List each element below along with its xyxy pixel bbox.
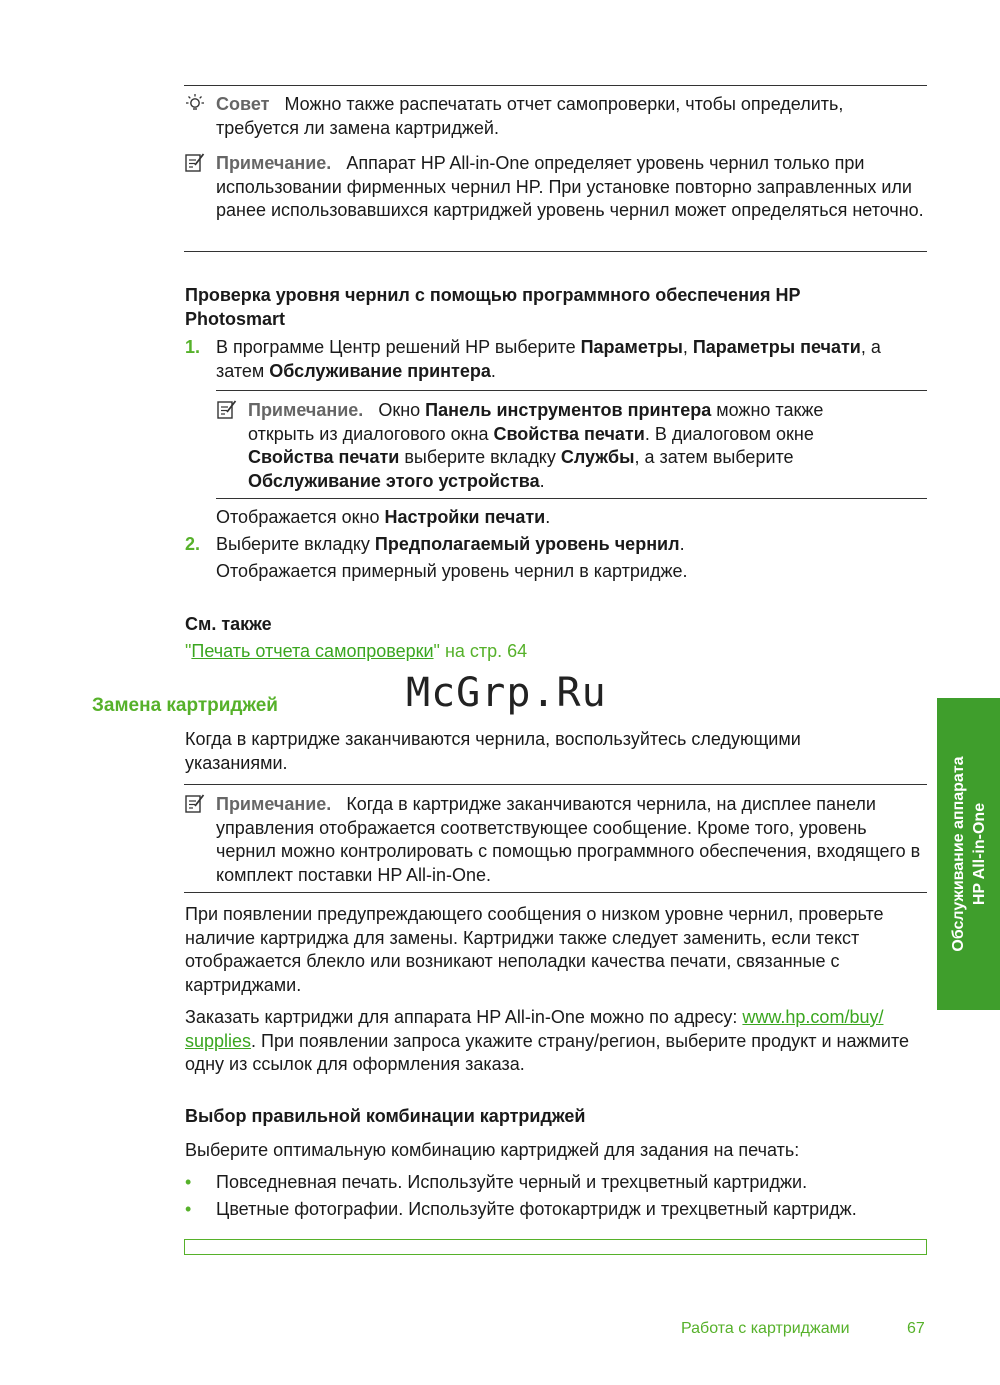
note3-label: Примечание. [216, 794, 332, 814]
note2-label: Примечание. [248, 400, 364, 420]
note-icon [184, 793, 206, 815]
step2-number: 2. [185, 534, 201, 554]
tip-text: Можно также распечатать отчет самопроверки, чтобы определить, требуется ли замена картриджей. [216, 94, 844, 138]
menu-parameters: Параметры [580, 337, 683, 357]
note2-block: Примечание. Окно Панель инструментов принтера можно также открыть из диалогового окна Свойства печати. В диалоговом окне Свойства печати выберите вкладку Службы, а затем выберите Обслуживание этого устройства. [248, 400, 824, 491]
note2-bottom-rule [216, 498, 927, 499]
step1-text: В программе Центр решений HP выберите Параметры, Параметры печати, а затем Обслуживание принтера. [216, 337, 881, 381]
section3-intro: Выберите оптимальную комбинацию картриджей для задания на печать: [185, 1140, 800, 1160]
see-also-heading: См. также [185, 614, 272, 634]
note3-top-rule [184, 784, 927, 785]
after-note-text: Отображается окно Настройки печати. [216, 507, 551, 527]
step2-result: Отображается примерный уровень чернил в картридже. [216, 561, 688, 581]
empty-table-box [184, 1239, 927, 1255]
note-icon [184, 152, 206, 174]
note3-block [216, 793, 928, 887]
note1-block [216, 152, 928, 223]
section2-intro: Когда в картридже заканчиваются чернила, воспользуйтесь следующими указаниями. [185, 729, 801, 773]
section2-para2: Заказать картриджи для аппарата HP All-in-One можно по адресу: www.hp.com/buy/ supplies. При появлении запроса укажите страну/регион, выберите продукт и нажмите одну из ссылок для оформления заказа. [185, 1007, 910, 1074]
bullet-marker: • [185, 1199, 192, 1219]
section3-heading: Выбор правильной комбинации картриджей [185, 1106, 586, 1126]
tip-label: Совет [216, 94, 270, 114]
note2-top-rule [216, 390, 927, 391]
hp-supplies-link-part1[interactable]: www.hp.com/buy/ [742, 1007, 884, 1027]
bullet-item: Повседневная печать. Используйте черный и трехцветный картриджи. [216, 1172, 808, 1192]
top-rule [184, 85, 927, 86]
tip-block [216, 93, 928, 140]
note3-bottom-rule [184, 892, 927, 893]
note1-label: Примечание. [216, 153, 332, 173]
step1-number: 1. [185, 337, 201, 357]
side-tab-line2: HP All-in-One [970, 802, 988, 906]
section2-para1: При появлении предупреждающего сообщения о низком уровне чернил, проверьте наличие картриджа для замены. Картриджи также следует заменить, если текст отображается блекло или возникают неполадки качества печати, связанные с картриджами. [185, 904, 884, 995]
lightbulb-icon [184, 93, 206, 115]
footer-page-number: 67 [907, 1320, 925, 1337]
step2-text: Выберите вкладку Предполагаемый уровень чернил. [216, 534, 685, 554]
note1-bottom-rule [184, 251, 927, 252]
menu-print-parameters: Параметры печати [692, 337, 861, 357]
section1-heading: Проверка уровня чернил с помощью программного обеспечения HP Photosmart [185, 285, 801, 329]
section2-heading: Замена картриджей [92, 695, 278, 716]
note1-text: Аппарат HP All-in-One определяет уровень чернил только при использовании фирменных чернил HP. При установке повторно заправленных или ранее использовавшихся картриджей уровень чернил может определяться неточно. [216, 153, 924, 220]
bullet-marker: • [185, 1172, 192, 1192]
chapter-side-tab [937, 698, 1000, 1010]
note3-text: Когда в картридже заканчиваются чернила, на дисплее панели управления отображается соответствующее сообщение. Кроме того, уровень чернил можно контролировать с помощью программного обеспечения, входящего в комплект поставки HP All-in-One. [216, 794, 921, 885]
hp-supplies-link-part2[interactable]: supplies [185, 1030, 252, 1051]
bullet-item: Цветные фотографии. Используйте фотокартридж и трехцветный картридж. [216, 1199, 857, 1219]
note-icon [216, 399, 238, 421]
side-tab-line1: Обслуживание аппарата [949, 756, 967, 952]
self-test-report-link[interactable]: Печать отчета самопроверки [191, 641, 434, 661]
footer-chapter: Работа с картриджами [681, 1320, 850, 1337]
see-also-ref: "Печать отчета самопроверки" на стр. 64 [185, 641, 528, 661]
watermark: McGrp.Ru [406, 670, 607, 716]
menu-printer-service: Обслуживание принтера [269, 360, 491, 381]
